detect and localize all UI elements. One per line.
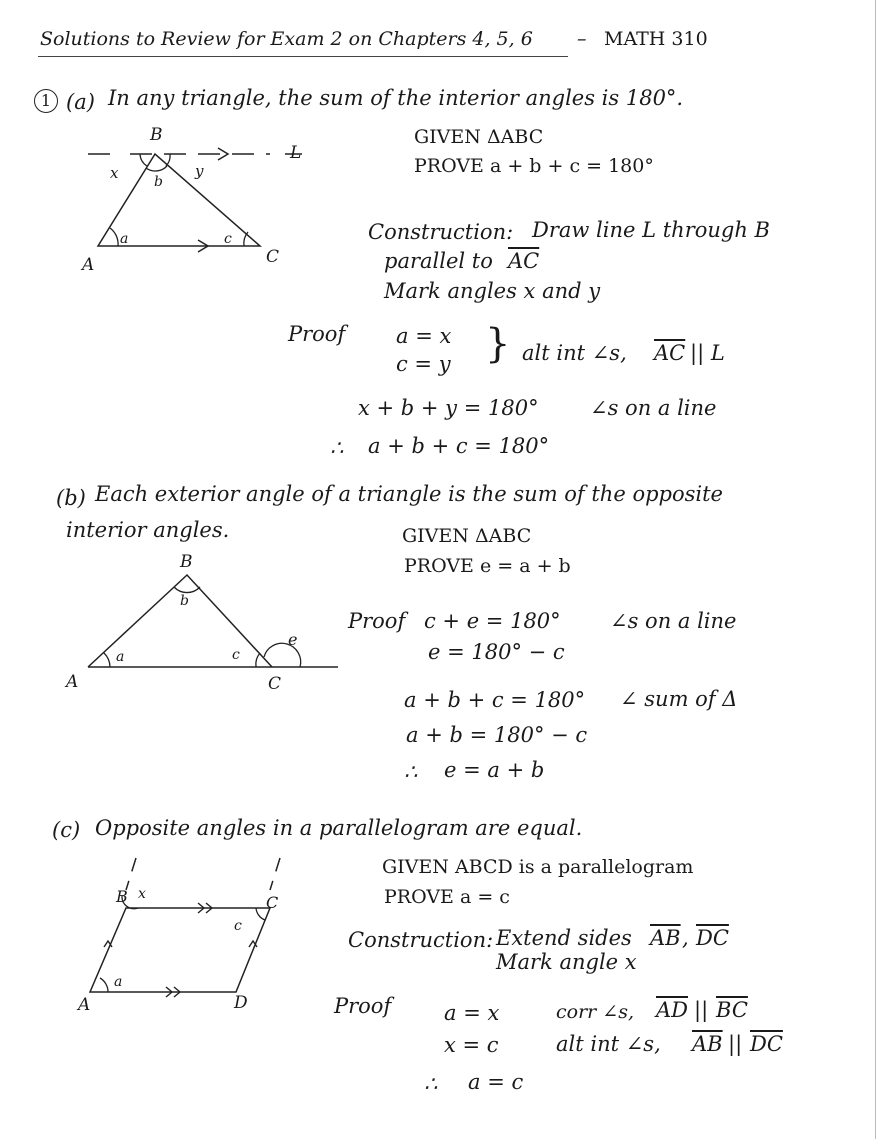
segment-ad: $\overline{AD}$ bbox=[656, 998, 689, 1022]
problem-number: 1 bbox=[34, 89, 58, 113]
reason-a-1: alt int ∠s, bbox=[522, 341, 627, 365]
angle-a-label: a bbox=[116, 649, 125, 665]
prove-b: PROVE e = a + b bbox=[404, 555, 571, 577]
angle-e-label: e bbox=[288, 630, 298, 649]
therefore-c: ∴ bbox=[424, 1072, 438, 1096]
statement-c: Opposite angles in a parallelogram are equal. bbox=[95, 816, 583, 840]
construction-c-line1: Extend sides bbox=[496, 926, 632, 950]
figure-triangle-b bbox=[60, 545, 350, 695]
part-label-b: (b) bbox=[56, 486, 86, 510]
vertex-b-label: B bbox=[116, 887, 128, 906]
arc-b bbox=[174, 587, 200, 593]
arc-x bbox=[140, 154, 147, 166]
segment-bc: $\overline{BC}$ bbox=[716, 998, 748, 1022]
therefore-a: ∴ bbox=[330, 436, 344, 460]
statement-b-line1: Each exterior angle of a triangle is the sum of the opposite bbox=[95, 482, 723, 506]
eq-c-2: x = c bbox=[444, 1033, 499, 1057]
construction-label-c: Construction: bbox=[348, 928, 494, 952]
vertex-b-label: B bbox=[180, 552, 193, 572]
comma: , bbox=[682, 926, 689, 950]
segment-dc-2: $\overline{DC}$ bbox=[750, 1032, 783, 1056]
construction-a-line2: parallel to bbox=[384, 249, 493, 273]
arc-b bbox=[146, 166, 167, 171]
extension-dc bbox=[270, 858, 280, 890]
angle-x-label: x bbox=[110, 164, 119, 182]
proof-label-a: Proof bbox=[288, 322, 346, 346]
arc-c bbox=[256, 908, 265, 920]
segment-ab-2: $\overline{AB}$ bbox=[692, 1032, 723, 1056]
reason-c-2a: alt int ∠s, bbox=[556, 1032, 661, 1056]
angle-b-label: b bbox=[180, 593, 189, 609]
segment-ac-2: $\overline{AC}$ bbox=[654, 341, 686, 365]
angle-x-label: x bbox=[138, 886, 146, 902]
segment-ac: $\overline{AC}$ bbox=[508, 249, 540, 273]
vertex-d-label: D bbox=[234, 993, 248, 1013]
course-code: MATH 310 bbox=[604, 28, 708, 50]
eq-a-1: a = x bbox=[396, 324, 452, 348]
angle-a-label: a bbox=[114, 974, 123, 990]
vertex-c-label: C bbox=[266, 893, 279, 912]
proof-label-c: Proof bbox=[334, 994, 392, 1018]
angle-a-label: a bbox=[120, 231, 129, 247]
given-a: GIVEN ΔABC bbox=[414, 126, 544, 148]
part-label-c: (c) bbox=[52, 818, 81, 842]
arc-c bbox=[256, 653, 260, 667]
header-dash: – bbox=[577, 28, 587, 50]
construction-label-a: Construction: bbox=[368, 220, 514, 244]
vertex-a-label: A bbox=[78, 995, 91, 1015]
brace: } bbox=[485, 321, 511, 367]
prove-c: PROVE a = c bbox=[384, 886, 510, 908]
vertex-a-label: A bbox=[82, 255, 95, 275]
reason-c-1a: corr ∠s, bbox=[556, 1001, 634, 1023]
angle-c-label: c bbox=[234, 918, 242, 934]
vertex-b-label: B bbox=[150, 125, 163, 145]
statement-a: In any triangle, the sum of the interior angles is 180°. bbox=[108, 86, 684, 110]
reason-b-3: ∠ sum of Δ bbox=[620, 687, 738, 711]
segment-ab: $\overline{AB}$ bbox=[650, 926, 681, 950]
eq-b-3: a + b + c = 180° bbox=[404, 688, 586, 712]
vertex-a-label: A bbox=[66, 672, 79, 692]
segment-dc: $\overline{DC}$ bbox=[696, 926, 729, 950]
eq-b-2: e = 180° − c bbox=[428, 640, 565, 664]
conclusion-c: a = c bbox=[468, 1070, 524, 1094]
figure-triangle-a bbox=[80, 120, 330, 280]
conclusion-b: e = a + b bbox=[444, 758, 545, 782]
eq-c-1: a = x bbox=[444, 1001, 500, 1025]
eq-b-4: a + b = 180° − c bbox=[406, 723, 588, 747]
eq-a-2: c = y bbox=[396, 352, 451, 376]
therefore-b: ∴ bbox=[404, 760, 418, 784]
given-b: GIVEN ΔABC bbox=[402, 525, 532, 547]
extension-ab bbox=[126, 858, 136, 890]
parallel-l: || L bbox=[690, 341, 725, 365]
reason-b-1: ∠s on a line bbox=[610, 609, 737, 633]
parallel-c-2: || bbox=[728, 1032, 743, 1056]
arc-a bbox=[100, 978, 108, 992]
angle-c-label: c bbox=[224, 231, 232, 247]
statement-b-line2: interior angles. bbox=[66, 518, 230, 542]
page-title: Solutions to Review for Exam 2 on Chapters 4, 5, 6 bbox=[40, 28, 533, 50]
arc-a bbox=[104, 653, 110, 667]
angle-y-label: y bbox=[195, 162, 204, 180]
reason-a-3: ∠s on a line bbox=[590, 396, 717, 420]
angle-c-label: c bbox=[232, 647, 240, 663]
construction-a-line3: Mark angles x and y bbox=[384, 279, 601, 303]
figure-parallelogram bbox=[70, 850, 300, 1020]
vertex-c-label: C bbox=[266, 247, 280, 267]
vertex-c-label: C bbox=[268, 674, 282, 694]
given-c: GIVEN ABCD is a parallelogram bbox=[382, 856, 694, 878]
part-label-a: (a) bbox=[66, 90, 95, 114]
prove-a: PROVE a + b + c = 180° bbox=[414, 155, 654, 177]
construction-a-line1: Draw line L through B bbox=[532, 218, 770, 242]
page-edge bbox=[875, 0, 880, 1139]
title-underline bbox=[38, 56, 568, 57]
line-l-label: L bbox=[290, 143, 302, 163]
conclusion-a: a + b + c = 180° bbox=[368, 434, 550, 458]
construction-c-line2: Mark angle x bbox=[496, 950, 637, 974]
parallel-c-1: || bbox=[694, 998, 709, 1022]
proof-label-b: Proof bbox=[348, 609, 406, 633]
eq-a-3: x + b + y = 180° bbox=[358, 396, 539, 420]
arc-a bbox=[110, 228, 118, 246]
eq-b-1: c + e = 180° bbox=[424, 609, 561, 633]
angle-b-label: b bbox=[154, 174, 163, 190]
